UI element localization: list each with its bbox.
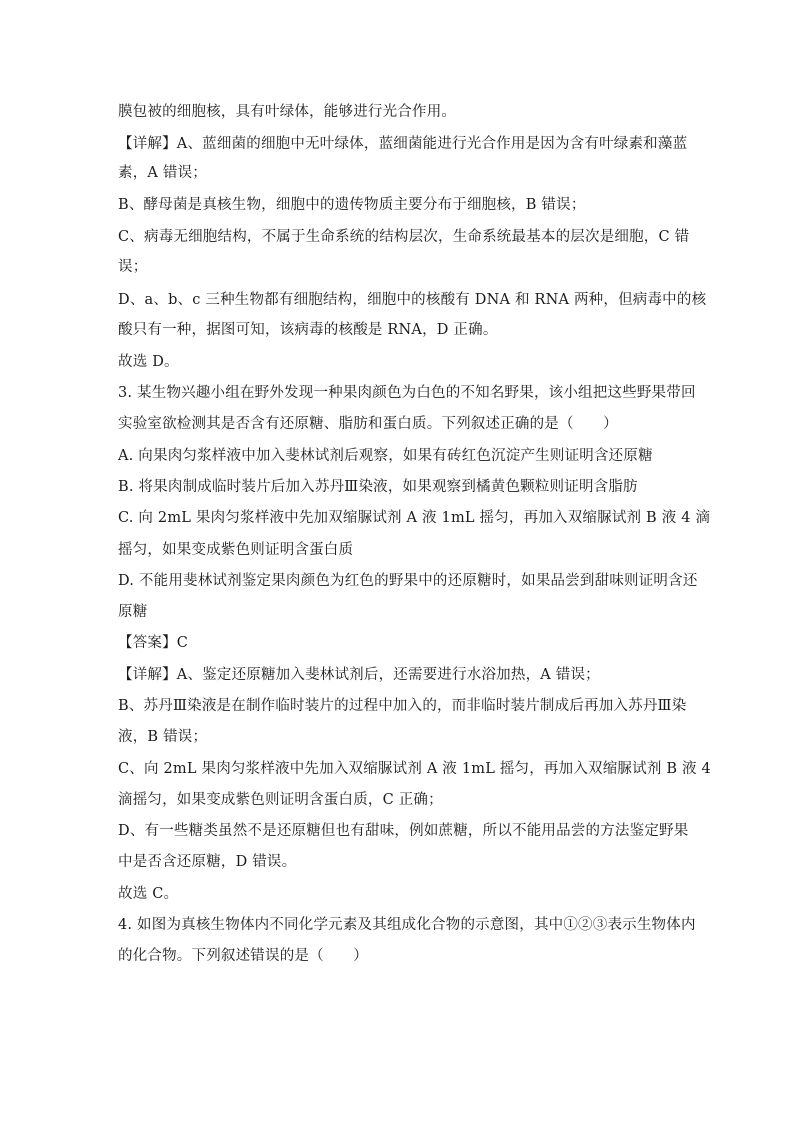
question-3-stem: 3. 某生物兴趣小组在野外发现一种果肉颜色为白色的不知名野果，该小组把这些野果带回 (118, 385, 696, 401)
option-d: 原糖 (118, 604, 148, 620)
explanation-line: 中是否含还原糖，D 错误。 (118, 854, 297, 870)
text-line: 故选 D。 (118, 354, 179, 370)
text-line: 误； (118, 259, 148, 275)
option-b: B. 将果肉制成临时装片后加入苏丹Ⅲ染液，如果观察到橘黄色颗粒则证明含脂肪 (118, 479, 638, 495)
question-3-stem: 实验室欲检测其是否含有还原糖、脂肪和蛋白质。下列叙述正确的是（ ） (118, 416, 618, 432)
text-line: 膜包被的细胞核，具有叶绿体，能够进行光合作用。 (118, 104, 457, 120)
text-line: D、a、b、c 三种生物都有细胞结构，细胞中的核酸有 DNA 和 RNA 两种，但病毒中的核 (118, 292, 707, 308)
text-line: 【详解】A、蓝细菌的细胞中无叶绿体，蓝细菌能进行光合作用是因为含有叶绿素和藻蓝 (118, 136, 688, 152)
text-line: 素，A 错误； (118, 165, 207, 181)
option-c: 摇匀，如果变成紫色则证明含蛋白质 (118, 542, 354, 558)
explanation-line: B、苏丹Ⅲ染液是在制作临时装片的过程中加入的，而非临时装片制成后再加入苏丹Ⅲ染 (118, 698, 687, 714)
text-line: 酸只有一种，据图可知，该病毒的核酸是 RNA，D 正确。 (118, 322, 498, 338)
answer-label: 【答案】C (118, 635, 189, 651)
text-line: C、病毒无细胞结构，不属于生命系统的结构层次，生命系统最基本的层次是细胞，C 错 (118, 229, 690, 245)
explanation-line: 滴摇匀，如果变成紫色则证明含蛋白质，C 正确； (118, 792, 443, 808)
explanation-line: 液，B 错误； (118, 729, 208, 745)
question-4-stem: 4. 如图为真核生物体内不同化学元素及其组成化合物的示意图，其中①②③表示生物体内 (118, 917, 696, 933)
conclusion-line: 故选 C。 (118, 886, 179, 902)
option-d: D. 不能用斐林试剂鉴定果肉颜色为红色的野果中的还原糖时，如果品尝到甜味则证明含还 (118, 573, 698, 589)
explanation-line: C、向 2mL 果肉匀浆样液中先加入双缩脲试剂 A 液 1mL 摇匀，再加入双缩脲试剂 B 液 4 (118, 761, 711, 777)
option-a: A. 向果肉匀浆样液中加入斐林试剂后观察，如果有砖红色沉淀产生则证明含还原糖 (118, 448, 653, 464)
option-c: C. 向 2mL 果肉匀浆样液中先加双缩脲试剂 A 液 1mL 摇匀，再加入双缩脲试剂 B 液 4 滴 (118, 510, 711, 526)
question-4-stem: 的化合物。下列叙述错误的是（ ） (118, 948, 368, 964)
explanation-line: 【详解】A、鉴定还原糖加入斐林试剂后，还需要进行水浴加热，A 错误； (118, 667, 600, 683)
explanation-line: D、有一些糖类虽然不是还原糖但也有甜味，例如蔗糖，所以不能用品尝的方法鉴定野果 (118, 823, 689, 839)
text-line: B、酵母菌是真核生物，细胞中的遗传物质主要分布于细胞核，B 错误； (118, 197, 586, 213)
